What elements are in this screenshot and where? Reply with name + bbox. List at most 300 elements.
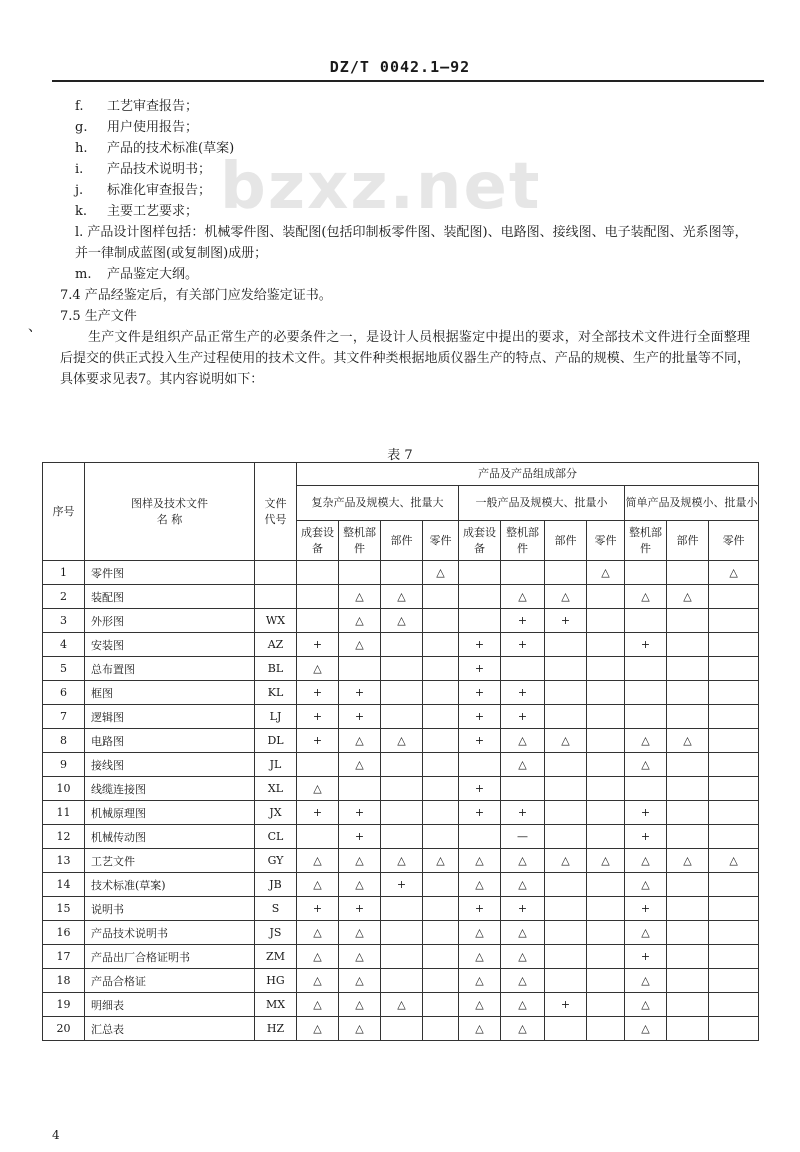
table-cell	[709, 897, 759, 921]
document-name: 零件图	[85, 561, 255, 585]
document-name: 产品出厂合格证明书	[85, 945, 255, 969]
table-row	[43, 1017, 759, 1041]
table-cell: △	[459, 1017, 501, 1041]
header-subcolumn: 整机部件	[501, 521, 545, 561]
table-cell: △	[501, 729, 545, 753]
document-code: JL	[255, 753, 297, 777]
header-group-2: 一般产品及规模大、批量小	[459, 486, 625, 521]
table-cell	[667, 801, 709, 825]
table-cell	[587, 921, 625, 945]
row-number: 2	[43, 585, 85, 609]
table-cell: +	[339, 825, 381, 849]
table-cell	[667, 825, 709, 849]
table-cell	[423, 897, 459, 921]
table-cell: —	[501, 825, 545, 849]
table-cell	[423, 753, 459, 777]
table-cell: +	[625, 801, 667, 825]
table-cell	[709, 777, 759, 801]
list-item	[60, 180, 750, 201]
table-cell	[297, 561, 339, 585]
table-cell	[423, 705, 459, 729]
row-number: 19	[43, 993, 85, 1017]
table-cell	[423, 585, 459, 609]
document-name: 逻辑图	[85, 705, 255, 729]
table-cell	[423, 1017, 459, 1041]
list-item	[60, 201, 750, 222]
table-cell	[625, 657, 667, 681]
table-cell: △	[625, 585, 667, 609]
table-cell: +	[339, 681, 381, 705]
table-cell	[381, 897, 423, 921]
table-cell	[545, 657, 587, 681]
table-cell	[709, 585, 759, 609]
table-cell	[459, 561, 501, 585]
table-cell: +	[459, 657, 501, 681]
table-cell	[423, 633, 459, 657]
table-row	[43, 633, 759, 657]
table-cell	[545, 921, 587, 945]
table-cell: △	[381, 993, 423, 1017]
table-cell: △	[381, 585, 423, 609]
table-row	[43, 729, 759, 753]
table-cell	[587, 777, 625, 801]
table-cell	[709, 873, 759, 897]
header-code	[255, 463, 297, 561]
table-cell	[667, 777, 709, 801]
document-name: 接线图	[85, 753, 255, 777]
table-cell: +	[501, 681, 545, 705]
list-label: i.	[75, 162, 84, 177]
table-cell: △	[501, 873, 545, 897]
row-number: 10	[43, 777, 85, 801]
table-cell: △	[545, 849, 587, 873]
table-row	[43, 681, 759, 705]
table-cell: +	[339, 897, 381, 921]
table-cell: △	[381, 609, 423, 633]
table-row	[43, 801, 759, 825]
table-cell: +	[297, 729, 339, 753]
table-cell	[381, 705, 423, 729]
table-cell	[667, 609, 709, 633]
table-cell	[381, 1017, 423, 1041]
table-cell: △	[667, 729, 709, 753]
table-cell	[545, 801, 587, 825]
table-cell: △	[501, 1017, 545, 1041]
table-cell	[625, 777, 667, 801]
table-cell: +	[297, 801, 339, 825]
table-cell	[381, 561, 423, 585]
table-cell: △	[501, 849, 545, 873]
table-cell	[667, 969, 709, 993]
table-cell	[709, 825, 759, 849]
table-cell	[667, 1017, 709, 1041]
table-cell: △	[667, 849, 709, 873]
list-label: j.	[75, 183, 84, 198]
header-code-bottom: 代号	[264, 512, 287, 526]
table-cell	[423, 969, 459, 993]
table-cell	[587, 1017, 625, 1041]
table-row	[43, 753, 759, 777]
table-cell: △	[339, 849, 381, 873]
table-cell	[625, 561, 667, 585]
document-name: 工艺文件	[85, 849, 255, 873]
document-code: ZM	[255, 945, 297, 969]
list-text: 产品技术说明书；	[107, 162, 212, 177]
header-subcolumn: 零件	[423, 521, 459, 561]
table-row	[43, 657, 759, 681]
table-cell: +	[501, 705, 545, 729]
table-row	[43, 777, 759, 801]
table-cell: △	[297, 777, 339, 801]
table-cell	[381, 825, 423, 849]
document-name: 产品合格证	[85, 969, 255, 993]
table-cell: △	[459, 993, 501, 1017]
table-cell: +	[297, 705, 339, 729]
header-subcolumn: 整机部件	[339, 521, 381, 561]
body-text	[60, 96, 750, 390]
footer-mark: 4	[52, 1128, 60, 1142]
table-cell: △	[339, 873, 381, 897]
table-cell	[587, 681, 625, 705]
table-cell	[709, 969, 759, 993]
table-row	[43, 921, 759, 945]
row-number: 8	[43, 729, 85, 753]
table-cell: △	[709, 849, 759, 873]
margin-mark: 、	[28, 319, 42, 335]
table-cell: +	[459, 633, 501, 657]
list-item	[60, 138, 750, 159]
table-cell	[709, 657, 759, 681]
row-number: 11	[43, 801, 85, 825]
table-cell	[587, 729, 625, 753]
table-cell	[545, 969, 587, 993]
watermark-text: bzxz.net	[220, 150, 542, 224]
table-cell	[459, 753, 501, 777]
table-cell: △	[501, 945, 545, 969]
table-cell: △	[459, 921, 501, 945]
document-name: 总布置图	[85, 657, 255, 681]
table-cell	[423, 681, 459, 705]
table-cell: △	[297, 1017, 339, 1041]
table-cell	[423, 993, 459, 1017]
table-cell: △	[297, 921, 339, 945]
table-row	[43, 945, 759, 969]
table-cell: +	[459, 729, 501, 753]
table-row	[43, 897, 759, 921]
table-cell: +	[545, 609, 587, 633]
list-text: 产品鉴定大纲。	[107, 267, 199, 282]
document-name: 安装图	[85, 633, 255, 657]
document-name: 线缆连接图	[85, 777, 255, 801]
table-cell: △	[459, 969, 501, 993]
table-cell: △	[297, 945, 339, 969]
table-cell	[381, 921, 423, 945]
table-cell: △	[625, 993, 667, 1017]
table-cell: △	[297, 657, 339, 681]
table-cell	[625, 705, 667, 729]
table-cell	[297, 585, 339, 609]
document-code: KL	[255, 681, 297, 705]
table-cell	[423, 609, 459, 633]
table-cell	[625, 609, 667, 633]
document-name: 机械传动图	[85, 825, 255, 849]
list-label: f.	[75, 99, 84, 114]
table-cell: △	[339, 585, 381, 609]
row-number: 9	[43, 753, 85, 777]
section-7-5-paragraph: 生产文件是组织产品正常生产的必要条件之一，是设计人员根据鉴定中提出的要求，对全部技术文件进行全面整理后提交的供正式投入生产过程使用的技术文件。其文件种类根据地质仪器生产的特点、产品的规模、生产的批量等不同，具体要求见表7。其内容说明如下：	[60, 330, 750, 387]
document-name: 说明书	[85, 897, 255, 921]
list-label: m.	[75, 267, 92, 282]
list-item	[60, 96, 750, 117]
document-code: GY	[255, 849, 297, 873]
header-group-3: 简单产品及规模小、批量小	[625, 486, 759, 521]
header-subcolumn: 成套设备	[297, 521, 339, 561]
table-cell	[423, 921, 459, 945]
document-code: WX	[255, 609, 297, 633]
document-code: MX	[255, 993, 297, 1017]
table-cell	[423, 801, 459, 825]
table-cell: +	[501, 801, 545, 825]
table-cell	[423, 825, 459, 849]
row-number: 15	[43, 897, 85, 921]
table-cell: △	[625, 753, 667, 777]
document-code: AZ	[255, 633, 297, 657]
table-cell	[381, 969, 423, 993]
table-cell	[339, 561, 381, 585]
table-cell	[587, 969, 625, 993]
table-cell: △	[667, 585, 709, 609]
table-cell: △	[545, 729, 587, 753]
table-cell: △	[545, 585, 587, 609]
table-cell	[545, 945, 587, 969]
table-cell: △	[339, 753, 381, 777]
document-code: JB	[255, 873, 297, 897]
document-code: DL	[255, 729, 297, 753]
document-code	[255, 585, 297, 609]
page-header-code: DZ/T 0042.1—92	[329, 58, 471, 76]
table-cell	[545, 1017, 587, 1041]
table-cell: △	[625, 921, 667, 945]
list-label: k.	[75, 204, 88, 219]
table-cell	[545, 753, 587, 777]
table-cell: △	[339, 729, 381, 753]
table-cell	[587, 609, 625, 633]
table-cell	[297, 609, 339, 633]
table-row	[43, 873, 759, 897]
table-cell: △	[339, 993, 381, 1017]
table-cell	[459, 609, 501, 633]
table-cell	[667, 561, 709, 585]
header-subcolumn: 零件	[587, 521, 625, 561]
document-name: 框图	[85, 681, 255, 705]
list-label: g.	[75, 120, 88, 135]
table-cell	[587, 873, 625, 897]
table-cell	[709, 729, 759, 753]
document-code: CL	[255, 825, 297, 849]
table-cell	[545, 633, 587, 657]
table-cell: △	[339, 945, 381, 969]
table-cell	[709, 609, 759, 633]
table-cell	[501, 777, 545, 801]
table-cell	[587, 633, 625, 657]
header-docs	[85, 463, 255, 561]
list-text: 标准化审查报告；	[107, 183, 212, 198]
table-cell	[381, 777, 423, 801]
table-cell: △	[501, 753, 545, 777]
table-row	[43, 561, 759, 585]
table-cell	[709, 633, 759, 657]
document-name: 技术标准(草案)	[85, 873, 255, 897]
section-7-5-heading: 7.5 生产文件	[60, 309, 137, 324]
documents-table	[42, 462, 759, 1041]
document-name: 明细表	[85, 993, 255, 1017]
table-cell	[545, 561, 587, 585]
table-cell: +	[459, 705, 501, 729]
row-number: 20	[43, 1017, 85, 1041]
table-cell	[587, 945, 625, 969]
table-cell: △	[339, 1017, 381, 1041]
table-cell	[587, 657, 625, 681]
table-cell: +	[297, 633, 339, 657]
table-cell	[709, 705, 759, 729]
table-row	[43, 849, 759, 873]
document-name: 机械原理图	[85, 801, 255, 825]
table-cell	[709, 681, 759, 705]
table-cell: +	[459, 681, 501, 705]
document-code: HG	[255, 969, 297, 993]
table-cell	[709, 801, 759, 825]
table-cell: △	[501, 993, 545, 1017]
table-cell	[381, 753, 423, 777]
table-cell	[381, 801, 423, 825]
document-code	[255, 561, 297, 585]
table-cell	[381, 633, 423, 657]
table-cell: △	[339, 609, 381, 633]
header-subcolumn: 成套设备	[459, 521, 501, 561]
table-cell	[545, 897, 587, 921]
table-cell: △	[625, 1017, 667, 1041]
table-cell: △	[625, 849, 667, 873]
table-cell: △	[381, 729, 423, 753]
table-cell: △	[423, 849, 459, 873]
requirement-list	[60, 96, 750, 222]
table-cell: △	[339, 633, 381, 657]
document-code: JS	[255, 921, 297, 945]
table-row	[43, 585, 759, 609]
table-body	[43, 561, 759, 1041]
table-cell: +	[459, 897, 501, 921]
list-text: 产品的技术标准(草案)	[107, 141, 235, 156]
table-cell: △	[339, 921, 381, 945]
document-name: 外形图	[85, 609, 255, 633]
table-cell: +	[625, 945, 667, 969]
table-cell	[667, 657, 709, 681]
table-cell: △	[587, 561, 625, 585]
table-cell	[381, 945, 423, 969]
table-cell	[423, 657, 459, 681]
list-item-l: l. 产品设计图样包括：机械零件图、装配图(包括印制板零件图、装配图)、电路图、接线图、电子装配图、光系图等，并一律制成蓝图(或复制图)成册；	[75, 225, 748, 261]
row-number: 3	[43, 609, 85, 633]
table-cell: △	[501, 969, 545, 993]
table-cell: △	[501, 585, 545, 609]
row-number: 1	[43, 561, 85, 585]
table-cell: △	[297, 993, 339, 1017]
document-name: 装配图	[85, 585, 255, 609]
table-cell: △	[297, 969, 339, 993]
row-number: 6	[43, 681, 85, 705]
row-number: 16	[43, 921, 85, 945]
table-cell: △	[381, 849, 423, 873]
table-cell: △	[625, 969, 667, 993]
document-name: 汇总表	[85, 1017, 255, 1041]
header-subcolumn: 整机部件	[625, 521, 667, 561]
table-cell	[625, 681, 667, 705]
table-cell	[587, 801, 625, 825]
table-cell	[587, 993, 625, 1017]
table-cell: +	[501, 609, 545, 633]
table-cell	[709, 921, 759, 945]
table-cell: △	[587, 849, 625, 873]
row-number: 5	[43, 657, 85, 681]
header-subcolumn: 部件	[545, 521, 587, 561]
table-cell: +	[501, 633, 545, 657]
table-cell	[501, 561, 545, 585]
table-cell	[667, 897, 709, 921]
table-cell	[667, 633, 709, 657]
table-cell: △	[459, 849, 501, 873]
table-cell	[667, 993, 709, 1017]
table-cell	[709, 1017, 759, 1041]
table-cell	[545, 681, 587, 705]
table-cell: △	[501, 921, 545, 945]
table-row	[43, 825, 759, 849]
table-cell	[459, 585, 501, 609]
table-cell: △	[709, 561, 759, 585]
header-docs-bottom: 名 称	[156, 512, 183, 526]
table-cell	[709, 945, 759, 969]
table-cell: +	[297, 681, 339, 705]
table-cell	[297, 825, 339, 849]
header-subcolumn: 部件	[381, 521, 423, 561]
document-code: XL	[255, 777, 297, 801]
table-cell: +	[339, 705, 381, 729]
row-number: 13	[43, 849, 85, 873]
document-code: S	[255, 897, 297, 921]
row-number: 7	[43, 705, 85, 729]
table-row	[43, 993, 759, 1017]
table-cell: +	[459, 801, 501, 825]
document-code: HZ	[255, 1017, 297, 1041]
table-cell	[587, 753, 625, 777]
table-cell	[545, 825, 587, 849]
document-name: 产品技术说明书	[85, 921, 255, 945]
table-cell	[667, 705, 709, 729]
table-cell	[381, 681, 423, 705]
list-text: 主要工艺要求；	[107, 204, 199, 219]
row-number: 12	[43, 825, 85, 849]
table-cell	[667, 921, 709, 945]
list-text: 用户使用报告；	[107, 120, 199, 135]
header-no: 序号	[43, 463, 85, 561]
table-cell	[587, 705, 625, 729]
header-subcolumn: 零件	[709, 521, 759, 561]
table-cell	[587, 585, 625, 609]
row-number: 4	[43, 633, 85, 657]
table-cell: △	[423, 561, 459, 585]
header-subcolumn: 部件	[667, 521, 709, 561]
document-code: JX	[255, 801, 297, 825]
table-cell: +	[625, 633, 667, 657]
